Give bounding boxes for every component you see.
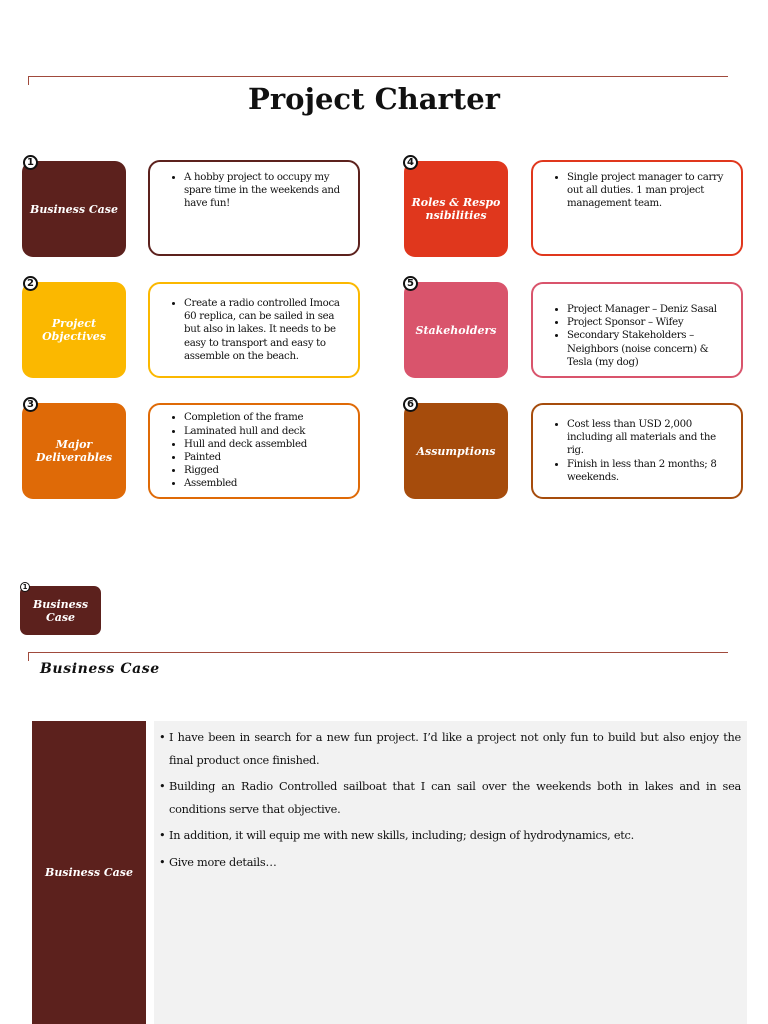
list-item: • Project Manager – Deniz Sasal: [567, 303, 731, 316]
tile-stakeholders: [404, 282, 508, 378]
content-bullet: [159, 727, 741, 772]
business-case-content-panel: [154, 721, 747, 1024]
panel-label: Business Case: [45, 866, 133, 879]
bullet-text: I have been in search for a new fun project. I’d like a project not only fun to build but also enjoy the final product once finished.: [169, 731, 741, 767]
list-item: • A hobby project to occupy my spare time in the weekends and have fun!: [184, 171, 348, 211]
list-item: • Laminated hull and deck: [184, 425, 307, 438]
bullet-text: Building an Radio Controlled sailboat that I can sail over the weekends both in lakes and in sea conditions serve that objective.: [169, 780, 741, 816]
list-item: • Create a radio controlled Imoca 60 replica, can be sailed in sea but also in lakes. It needs to be easy to transport and easy to assemble on the beach.: [184, 297, 348, 363]
list-item: • Rigged: [184, 464, 307, 477]
list-item: • Completion of the frame: [184, 411, 307, 424]
tile-major-deliverables: [22, 403, 126, 499]
list-item: • Single project manager to carry out all duties. 1 man project management team.: [567, 171, 731, 211]
bullet-dot: •: [159, 855, 166, 869]
content-bullet: [159, 852, 741, 875]
card-box-stakeholders: [531, 282, 743, 378]
content-bullet: [159, 776, 741, 821]
tile-label: Major Deliverables: [35, 438, 113, 464]
section-tile-business-case: [20, 586, 101, 635]
card-box-business-case: [148, 160, 360, 256]
step-badge-4: 4: [403, 155, 418, 170]
section-rule-tick: [28, 652, 29, 661]
bullet-text: In addition, it will equip me with new skills, including; design of hydrodynamics, etc.: [169, 829, 634, 842]
list-item: • Secondary Stakeholders – Neighbors (noise concern) & Tesla (my dog): [567, 329, 731, 369]
business-case-label-panel: [32, 721, 146, 1024]
section-rule: [28, 652, 728, 653]
card-box-assumptions: [531, 403, 743, 499]
list-item: • Cost less than USD 2,000 including all materials and the rig.: [567, 418, 731, 458]
tile-business-case: [22, 161, 126, 257]
bullet-text: Give more details…: [169, 855, 277, 869]
tile-label: Stakeholders: [415, 323, 497, 337]
tile-label: Business Case: [32, 597, 89, 624]
list-item: • Hull and deck assembled: [184, 438, 307, 451]
bullet-dot: •: [159, 731, 166, 744]
tile-label: Assumptions: [416, 444, 496, 458]
list-item: • Finish in less than 2 months; 8 weekends.: [567, 458, 731, 484]
step-badge-3: 3: [23, 397, 38, 412]
tile-roles-responsibilities: [404, 161, 508, 257]
section-step-badge: 1: [20, 582, 30, 592]
tile-project-objectives: [22, 282, 126, 378]
list-item: • Painted: [184, 451, 307, 464]
section-heading: Business Case: [40, 661, 160, 677]
page-title: Project Charter: [248, 82, 500, 116]
tile-label: Roles & Responsibilities: [411, 196, 501, 222]
step-badge-6: 6: [403, 397, 418, 412]
content-bullet: [159, 825, 741, 848]
step-badge-5: 5: [403, 276, 418, 291]
bullet-dot: •: [159, 780, 166, 793]
tile-label: Project Objectives: [42, 317, 106, 343]
tile-label: Business Case: [30, 202, 118, 216]
card-box-project-objectives: [148, 282, 360, 378]
card-box-roles-responsibilities: [531, 160, 743, 256]
list-item: • Assembled: [184, 477, 307, 490]
list-item: • Project Sponsor – Wifey: [567, 316, 731, 329]
step-badge-2: 2: [23, 276, 38, 291]
tile-assumptions: [404, 403, 508, 499]
card-box-major-deliverables: [148, 403, 360, 499]
top-rule: [28, 76, 728, 77]
step-badge-1: 1: [23, 155, 38, 170]
bullet-dot: •: [159, 829, 166, 842]
